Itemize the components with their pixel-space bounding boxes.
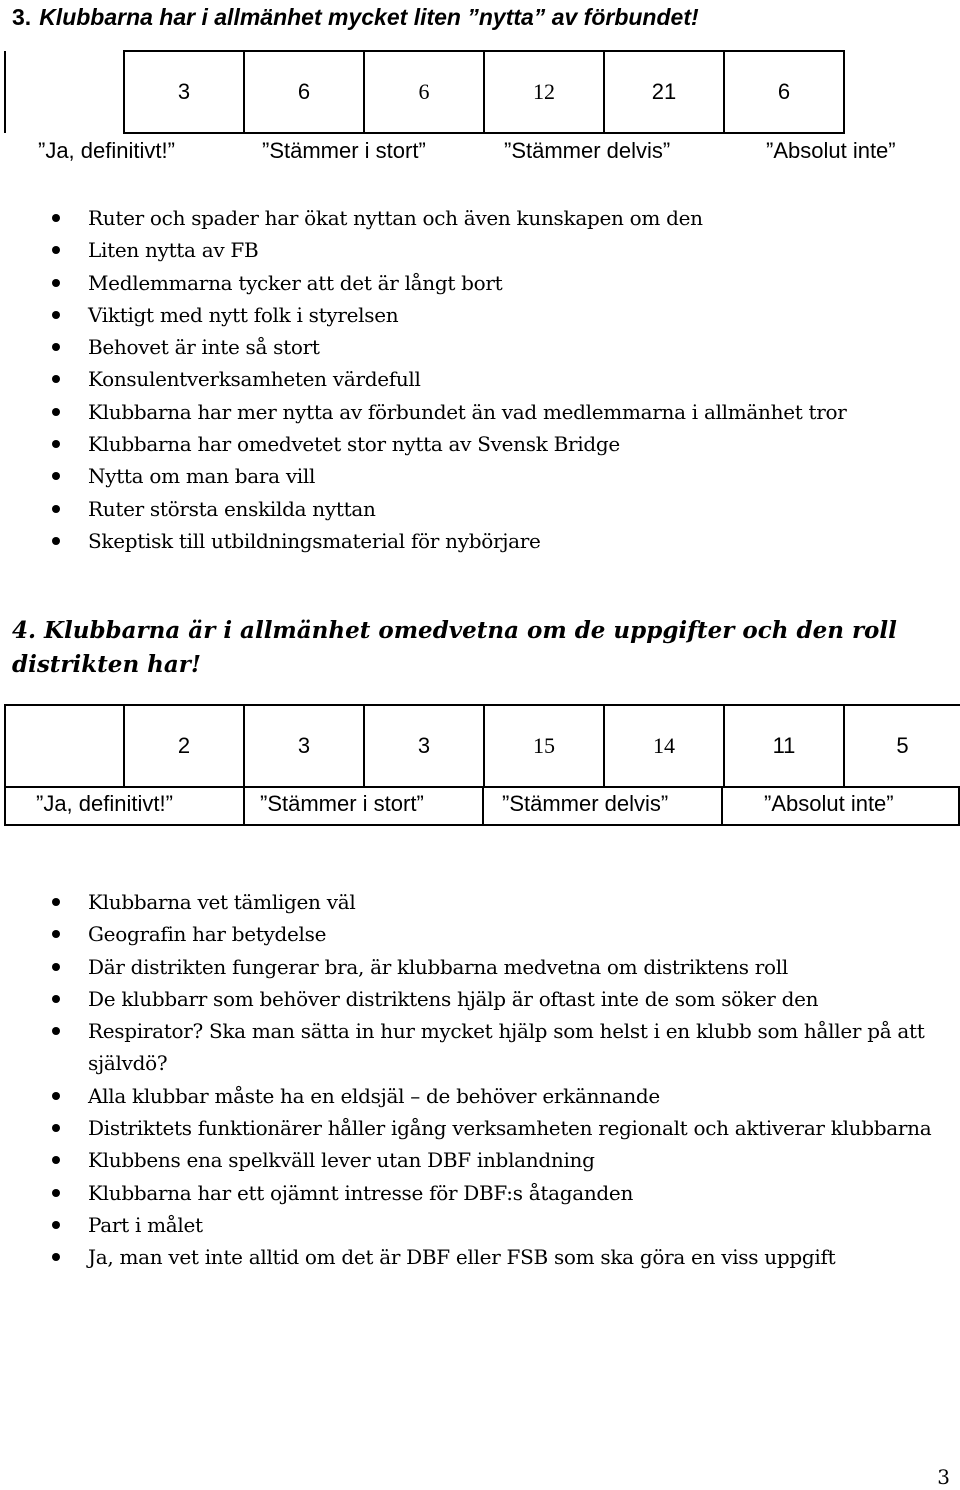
table-cell-empty	[844, 51, 960, 133]
label-absolut-inte: ”Absolut inte”	[764, 791, 894, 816]
section-4-comments-list	[0, 886, 955, 1274]
list-item: Klubbarna vet tämligen väl	[0, 886, 955, 918]
list-item: Liten nytta av FB	[0, 234, 955, 266]
list-item: Medlemmarna tycker att det är långt bort	[0, 267, 955, 299]
count-cell: 14	[604, 705, 724, 787]
count-cell: 11	[724, 705, 844, 787]
list-item: Skeptisk till utbildningsmaterial för nybörjare	[0, 525, 955, 557]
count-cell: 21	[604, 51, 724, 133]
label-ja-definitivt: ”Ja, definitivt!”	[38, 138, 175, 163]
list-item: Ja, man vet inte alltid om det är DBF eller FSB som ska göra en viss uppgift	[0, 1241, 955, 1273]
section-3-comments-list	[0, 202, 955, 557]
count-cell: 2	[124, 705, 244, 787]
label-stammer-delvis: ”Stämmer delvis”	[504, 138, 671, 163]
list-item: Nytta om man bara vill	[0, 460, 955, 492]
label-stammer-i-stort: ”Stämmer i stort”	[260, 791, 424, 816]
list-item: Viktigt med nytt folk i styrelsen	[0, 299, 955, 331]
list-item: Ruter och spader har ökat nyttan och även kunskapen om den	[0, 202, 955, 234]
section-4-rating-table	[4, 704, 960, 788]
section-4-heading	[12, 614, 897, 682]
list-item: Klubbens ena spelkväll lever utan DBF inblandning	[0, 1144, 955, 1176]
list-item: Alla klubbar måste ha en eldsjäl – de behöver erkännande	[0, 1080, 955, 1112]
count-cell: 6	[244, 51, 364, 133]
list-item: Konsulentverksamheten värdefull	[0, 363, 955, 395]
list-item: Respirator? Ska man sätta in hur mycket hjälp som helst i en klubb som håller på att självdö?	[0, 1015, 955, 1080]
list-item: Part i målet	[0, 1209, 955, 1241]
list-item: Klubbarna har omedvetet stor nytta av Svensk Bridge	[0, 428, 955, 460]
count-cell: 15	[484, 705, 604, 787]
list-item: Ruter största enskilda nyttan	[0, 493, 955, 525]
label-stammer-i-stort: ”Stämmer i stort”	[262, 138, 426, 163]
list-item: Klubbarna har ett ojämnt intresse för DBF:s åtaganden	[0, 1177, 955, 1209]
list-item: Behovet är inte så stort	[0, 331, 955, 363]
label-ja-definitivt: ”Ja, definitivt!”	[36, 791, 173, 816]
section-3-heading	[12, 0, 699, 34]
section-4-title-line-2: distrikten har!	[12, 651, 202, 678]
label-absolut-inte: ”Absolut inte”	[766, 138, 896, 163]
page-number: 3	[937, 1465, 950, 1489]
section-4-scale-labels	[4, 786, 960, 826]
list-item: Klubbarna har mer nytta av förbundet än vad medlemmarna i allmänhet tror	[0, 396, 955, 428]
list-item: Geografin har betydelse	[0, 918, 955, 950]
list-item: Distriktets funktionärer håller igång verksamheten regionalt och aktiverar klubbarna	[0, 1112, 955, 1144]
count-cell	[5, 705, 124, 787]
section-4-title-line-1: 4. Klubbarna är i allmänhet omedvetna om de uppgifter och den roll	[12, 617, 897, 644]
section-3-scale-labels	[4, 133, 960, 169]
count-cell: 5	[844, 705, 960, 787]
list-item: Där distrikten fungerar bra, är klubbarna medvetna om distriktens roll	[0, 951, 955, 983]
list-item: De klubbarr som behöver distriktens hjälp är oftast inte de som söker den	[0, 983, 955, 1015]
section-3-rating-table	[4, 50, 960, 134]
count-cell: 3	[244, 705, 364, 787]
count-cell: 12	[484, 51, 604, 133]
count-cell: 3	[124, 51, 244, 133]
table-cell-empty	[5, 51, 124, 133]
section-3-title: Klubbarna har i allmänhet mycket liten ”nytta” av förbundet!	[39, 4, 699, 30]
count-cell: 3	[364, 705, 484, 787]
label-stammer-delvis: ”Stämmer delvis”	[502, 791, 669, 816]
count-cell: 6	[364, 51, 484, 133]
section-3-number: 3.	[12, 4, 32, 30]
count-cell: 6	[724, 51, 844, 133]
